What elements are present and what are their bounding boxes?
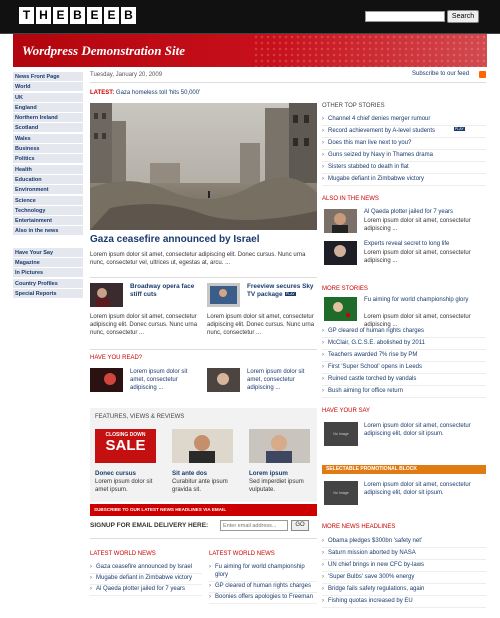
list-item[interactable]: › Ruined castle torched by vandals <box>322 374 486 386</box>
list-item[interactable]: › Does this man live next to you? <box>322 138 486 150</box>
feature-thumbnail[interactable] <box>249 429 310 463</box>
logo-letter: E <box>87 7 102 24</box>
list-item[interactable]: › Boonies offers apologies to Freeman <box>209 593 317 604</box>
nav-spacer <box>13 237 83 248</box>
feature-title[interactable]: Sit ante dos <box>172 470 208 477</box>
say-text[interactable]: Lorem ipsum dolor sit amet, consectetur adipiscing elit, dolor sit ipsum. <box>364 423 471 438</box>
nav-item[interactable]: UK <box>13 93 83 103</box>
feature-text: Lorem ipsum dolor sit amet ipsum. <box>95 479 153 494</box>
no-image-placeholder[interactable]: No Image <box>324 422 358 446</box>
nav-item[interactable]: Health <box>13 165 83 175</box>
sale-main-text: SALE <box>105 437 146 454</box>
also-text: Lorem ipsum dolor sit amet, consectetur adipiscing ... <box>364 218 471 233</box>
nav-item[interactable]: Also in the news <box>13 226 83 236</box>
nav-item[interactable]: England <box>13 103 83 113</box>
no-image-placeholder[interactable]: No Image <box>324 481 358 505</box>
man-photo-illustration <box>172 429 233 463</box>
latest-label: LATEST: <box>90 90 115 96</box>
also-heading: ALSO IN THE NEWS <box>322 196 379 202</box>
feature-text: Curabitur ante ipsum gravida sit. <box>172 479 228 494</box>
tv-photo-illustration <box>207 283 240 307</box>
have-your-say-heading: HAVE YOUR SAY <box>322 408 371 414</box>
feature-text: Sed imperdiet ipsum vulputate. <box>249 479 304 494</box>
also-thumbnail[interactable] <box>324 209 357 233</box>
story-thumbnail[interactable] <box>207 283 240 307</box>
other-stories-list <box>322 114 486 186</box>
nav-item[interactable]: World <box>13 82 83 92</box>
lead-summary: Lorem ipsum dolor sit amet, consectetur adipiscing elit. Donec cursus. Nunc urna nunc, consectetur vel, ultrices ut, egestas at, arcu. ... <box>90 252 306 267</box>
list-item[interactable]: › Bush aiming for office return <box>322 386 486 398</box>
nav-item[interactable]: Technology <box>13 206 83 216</box>
nav-item[interactable]: Science <box>13 196 83 206</box>
play-badge[interactable]: PLAY <box>455 127 464 131</box>
nav-item[interactable]: Have Your Say <box>13 248 83 258</box>
divider <box>90 277 317 278</box>
portrait-photo-illustration <box>324 241 357 265</box>
list-item[interactable]: › First 'Super School' opens in Leeds <box>322 362 486 374</box>
list-item[interactable]: › Bridge fails safety regulations, again <box>322 584 486 596</box>
more-title[interactable]: Fu aiming for world championship glory <box>364 297 469 303</box>
nav-item[interactable]: Education <box>13 175 83 185</box>
search-button[interactable]: Search <box>447 10 479 23</box>
also-thumbnail[interactable] <box>324 241 357 265</box>
story-text: Lorem ipsum dolor sit amet, consectetur adipiscing elit. Donec cursus. Nunc urna nunc, consectetur ... <box>207 314 315 337</box>
play-badge[interactable]: PLAY <box>286 292 295 296</box>
list-item[interactable]: › Obama pledges $300bn 'safety net' <box>322 536 486 548</box>
logo-letter: E <box>104 7 119 24</box>
have-you-read-heading: HAVE YOU READ? <box>90 355 143 361</box>
other-stories-heading: OTHER TOP STORIES <box>322 103 385 109</box>
nav-item[interactable]: Wales <box>13 134 83 144</box>
list-item[interactable]: › Channel 4 chief denies merger rumour <box>322 114 486 126</box>
features-heading: FEATURES, VIEWS & REVIEWS <box>95 414 185 420</box>
nav-item[interactable]: Business <box>13 144 83 154</box>
logo-letter: E <box>53 7 68 24</box>
signup-label: SIGNUP FOR EMAIL DELIVERY HERE: <box>90 522 209 529</box>
headlines-list <box>322 536 486 608</box>
man-photo-illustration <box>249 429 310 463</box>
snooker-photo-illustration <box>324 297 357 321</box>
list-item[interactable]: › Teachers awarded 7% rise by PM <box>322 350 486 362</box>
also-title[interactable]: Al Qaeda plotter jailed for 7 years <box>364 209 454 215</box>
date: Tuesday, January 20, 2009 <box>90 72 163 78</box>
divider <box>90 538 317 539</box>
site-title[interactable]: Wordpress Demonstration Site <box>22 43 186 58</box>
subscribe-bar: SUBSCRIBE TO OUR LATEST NEWS HEADLINES VIA EMAIL <box>90 504 317 516</box>
list-item[interactable]: › Mugabe defiant in Zimbabwe victory <box>90 574 202 585</box>
feature-title[interactable]: Donec cursus <box>95 470 136 477</box>
story-thumbnail[interactable] <box>90 283 123 307</box>
portrait-photo-illustration <box>207 368 240 392</box>
logo-letter: B <box>121 7 136 24</box>
latest-list <box>209 563 317 604</box>
list-item[interactable]: › Fishing quotas increased by EU <box>322 596 486 608</box>
more-thumbnail[interactable] <box>324 297 357 321</box>
feature-thumbnail[interactable] <box>172 429 233 463</box>
list-item[interactable]: › McClair, G.C.S.E. abolished by 2011 <box>322 338 486 350</box>
list-item[interactable]: › Guns seized by Navy in Thames drama <box>322 150 486 162</box>
logo-letter: H <box>36 7 51 24</box>
also-title[interactable]: Experts reveal secret to long life <box>364 241 450 247</box>
list-item[interactable]: › Saturn mission aborted by NASA <box>322 548 486 560</box>
read-thumbnail[interactable] <box>90 368 123 392</box>
list-item[interactable]: › Sisters stabbed to death in flat <box>322 162 486 174</box>
nav-item[interactable]: Special Reports <box>13 289 83 299</box>
site-banner <box>13 34 487 67</box>
read-text[interactable]: Lorem ipsum dolor sit amet, consectetur adipiscing ... <box>130 369 188 392</box>
list-item[interactable]: › UN chief brings in new CFC by-laws <box>322 560 486 572</box>
banner-map-pattern <box>253 34 487 67</box>
divider <box>90 82 486 83</box>
logo-letter: T <box>19 7 34 24</box>
lead-photo[interactable] <box>90 103 317 230</box>
sidebar-nav <box>13 72 83 299</box>
nav-item[interactable]: Country Profiles <box>13 279 83 289</box>
read-text[interactable]: Lorem ipsum dolor sit amet, consectetur adipiscing ... <box>247 369 305 392</box>
site-logo[interactable] <box>19 7 136 24</box>
rss-icon[interactable] <box>479 71 486 78</box>
search-input[interactable] <box>365 11 445 22</box>
rubble-photo-illustration <box>90 103 317 230</box>
logo-letter: B <box>70 7 85 24</box>
list-item[interactable]: › Al Qaeda plotter jailed for 7 years <box>90 585 202 596</box>
nav-item[interactable]: Entertainment <box>13 216 83 226</box>
sale-top-text: CLOSING DOWN <box>105 432 146 438</box>
promo-text[interactable]: Lorem ipsum dolor sit amet, consectetur adipiscing elit, dolor sit ipsum. <box>364 482 471 497</box>
sale-image[interactable] <box>95 429 156 463</box>
nav-item[interactable]: Northern Ireland <box>13 113 83 123</box>
subscribe-feed-link[interactable]: Subscribe to our feed <box>412 71 470 77</box>
feature-title[interactable]: Lorem ipsum <box>249 470 288 477</box>
opera-photo-illustration <box>90 283 123 307</box>
list-item[interactable]: › GP cleared of human rights charges <box>209 582 317 593</box>
lead-headline[interactable]: Gaza ceasefire announced by Israel <box>90 234 260 245</box>
red-photo-illustration <box>90 368 123 392</box>
story-title[interactable]: Broadway opera face stiff cuts <box>130 283 195 299</box>
more-stories-heading: MORE STORIES <box>322 286 368 292</box>
list-item[interactable]: › Gaza ceasefire announced by Israel <box>90 563 202 574</box>
nav-item[interactable]: Environment <box>13 185 83 195</box>
nav-item[interactable]: News Front Page <box>13 72 83 82</box>
list-item[interactable]: › Record achievement by A-level students <box>322 126 486 138</box>
story-text: Lorem ipsum dolor sit amet, consectetur adipiscing elit. Donec cursus. Nunc urna nunc, consectetur ... <box>90 314 198 337</box>
list-item[interactable]: › Fu aiming for world championship glory <box>209 563 317 582</box>
go-button[interactable]: GO <box>291 520 309 531</box>
story-title[interactable]: Freeview secures Sky TV package <box>247 283 314 299</box>
more-stories-list <box>322 326 486 398</box>
more-text: Lorem ipsum dolor sit amet, consectetur adipiscing ... <box>364 314 471 329</box>
promo-heading: SELECTABLE PROMOTIONAL BLOCK <box>322 465 486 474</box>
divider <box>90 349 317 350</box>
list-heading: LATEST WORLD NEWS <box>90 551 156 557</box>
latest-link[interactable]: Gaza homeless toll 'hits 50,000' <box>115 90 201 96</box>
headlines-heading: MORE NEWS HEADLINES <box>322 524 396 530</box>
nav-item[interactable]: Scotland <box>13 123 83 133</box>
latest-list <box>90 563 202 596</box>
list-heading: LATEST WORLD NEWS <box>209 551 275 557</box>
portrait-photo-illustration <box>324 209 357 233</box>
nav-item[interactable]: Politics <box>13 154 83 164</box>
list-item[interactable]: › GP cleared of human rights charges <box>322 326 486 338</box>
email-field[interactable] <box>220 520 288 531</box>
latest-ticker <box>90 90 200 96</box>
list-item[interactable]: › 'Super Bulbs' save 300% energy <box>322 572 486 584</box>
list-item[interactable]: › Mugabe defiant in Zimbabwe victory <box>322 174 486 186</box>
also-text: Lorem ipsum dolor sit amet, consectetur adipiscing ... <box>364 250 471 265</box>
nav-item[interactable]: Magazine <box>13 258 83 268</box>
top-bar <box>0 0 500 34</box>
nav-item[interactable]: In Pictures <box>13 268 83 278</box>
read-thumbnail[interactable] <box>207 368 240 392</box>
